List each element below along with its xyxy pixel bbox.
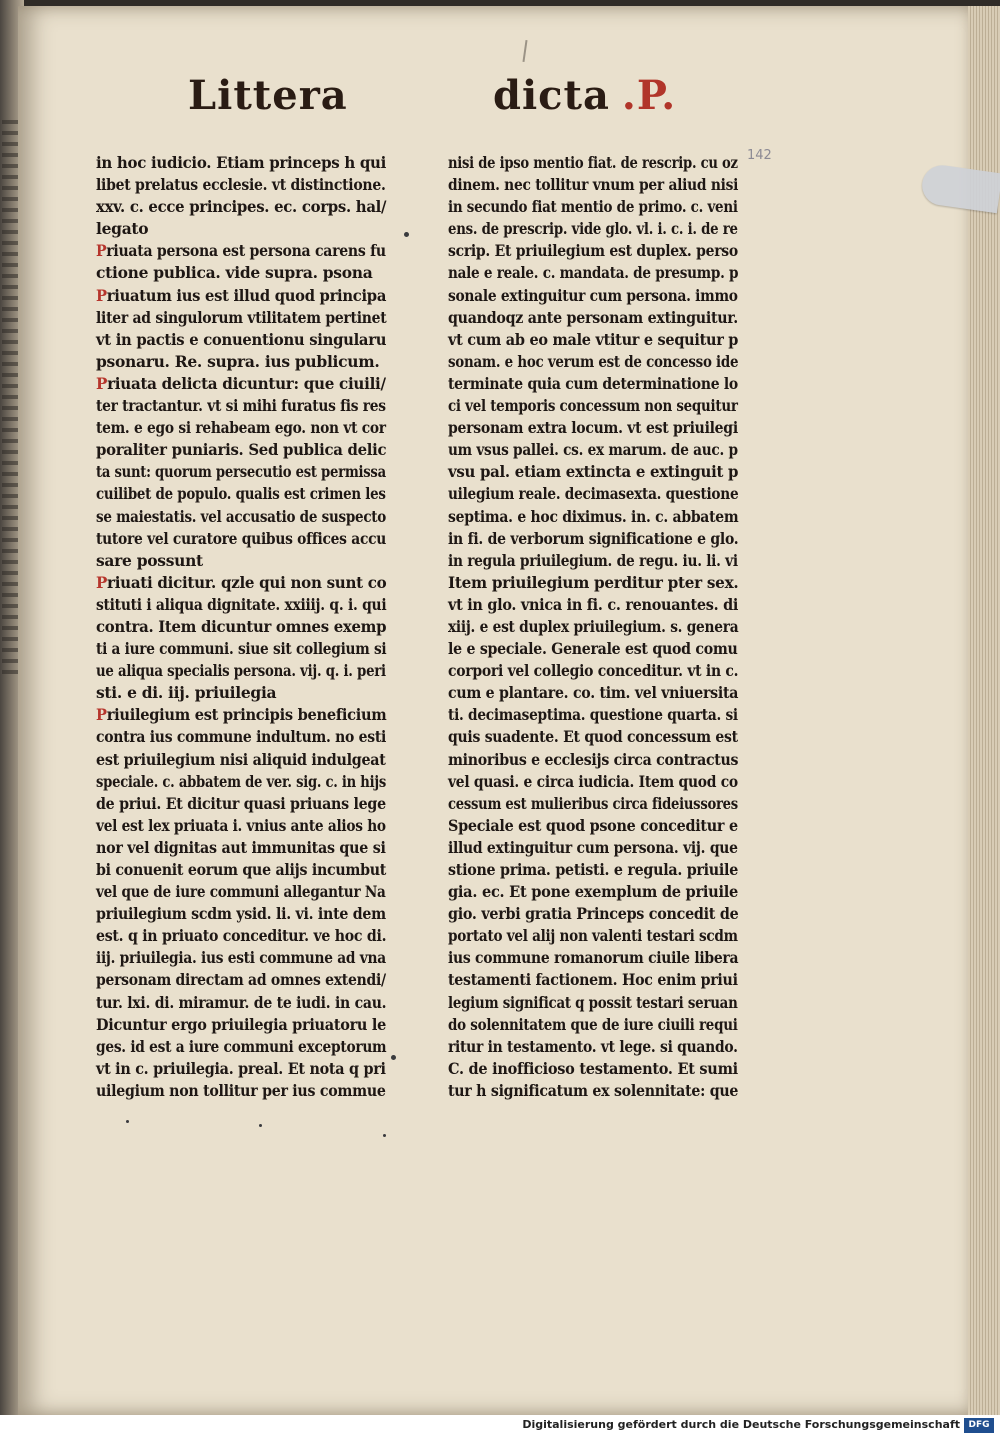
rubric-initial: P <box>96 572 108 592</box>
text-line: est priuilegium nisi aliquid indulgeat <box>96 749 386 769</box>
text-line: vt in glo. vnica in fi. c. renouantes. di <box>448 594 739 614</box>
text-line: contra ius commune indultum. no esti <box>96 727 387 747</box>
rubric-initial: P <box>96 705 107 725</box>
text-line: testamenti factionem. Hoc enim priui <box>448 970 738 990</box>
funding-note: Digitalisierung gefördert durch die Deutsche Forschungsgemeinschaft <box>522 1418 960 1431</box>
text-line: uilegium reale. decimasexta. questione <box>448 484 739 504</box>
text-line: stione prima. petisti. e regula. priuile <box>448 860 738 879</box>
text-line: Priuilegium est principis beneficium <box>96 705 387 725</box>
text-line: personam directam ad omnes extendi/ <box>96 970 386 990</box>
text-line: stituti i aliqua dignitate. xxiiij. q. i. qui <box>96 594 387 614</box>
text-line: Priuata persona est persona carens fu <box>96 241 386 261</box>
text-line: liter ad singulorum vtilitatem pertinet <box>96 307 387 327</box>
text-line: illud extinguitur cum persona. vij. que <box>448 837 738 857</box>
text-line: portato vel alij non valenti testari scdm <box>448 926 738 946</box>
text-line: corpori vel collegio conceditur. vt in c. <box>448 661 739 681</box>
text-line: in hoc iudicio. Etiam princeps h qui <box>96 153 387 172</box>
text-line: um vsus pallei. cs. ex marum. de auc. p <box>448 440 738 460</box>
rubric-initial: P <box>96 285 107 305</box>
text-line: Dicuntur ergo priuilegia priuatoru le <box>96 1014 387 1034</box>
text-line: iij. priuilegia. ius esti commune ad vna <box>96 948 386 968</box>
text-line: ter tractantur. vt si mihi furatus fis res <box>96 396 386 416</box>
text-line: uilegium non tollitur per ius commue <box>96 1080 386 1100</box>
text-line: in fi. de verborum significatione e glo. <box>448 528 739 548</box>
text-line: minoribus e ecclesijs circa contractus <box>448 749 739 769</box>
text-line: le e speciale. Generale est quod comu <box>448 639 738 659</box>
running-head-word: dicta <box>493 72 610 119</box>
text-line: scrip. Et priuilegium est duplex. perso <box>448 241 738 261</box>
text-line: speciale. c. abbatem de ver. sig. c. in hijs <box>96 771 386 791</box>
text-line: septima. e hoc diximus. in. c. abbatem <box>448 506 739 526</box>
text-line: Speciale est quod psone conceditur e <box>448 815 738 835</box>
rubric-initial: P <box>96 373 108 393</box>
text-line: vel que de iure communi allegantur Na <box>96 882 386 902</box>
text-line: poraliter puniaris. Sed publica delic <box>96 440 387 460</box>
text-line: nisi de ipso mentio fiat. de rescrip. cu oz <box>448 153 738 172</box>
text-line: personam extra locum. vt est priuilegi <box>448 418 738 438</box>
text-line: de priui. Et dicitur quasi priuans lege <box>96 793 386 813</box>
text-line: est. q in priuato conceditur. ve hoc di. <box>96 926 387 946</box>
text-line: psonaru. Re. supra. ius publicum. <box>96 351 380 371</box>
footer-bar <box>0 1415 1000 1436</box>
text-line: priuilegium scdm ysid. li. vi. inte dem <box>96 904 386 924</box>
library-dot <box>404 232 409 237</box>
text-line: cuilibet de populo. qualis est crimen les <box>96 484 386 504</box>
text-line: in secundo fiat mentio de primo. c. veni <box>448 197 738 217</box>
text-column-left <box>96 152 386 1102</box>
dfg-logo: DFG <box>964 1418 994 1433</box>
library-dot <box>259 1124 262 1127</box>
text-line: terminate quia cum determinatione lo <box>448 373 738 393</box>
text-line: tem. e ego si rehabeam ego. non vt cor <box>96 418 386 438</box>
text-line: sti. e di. iij. priuilegia <box>96 683 277 703</box>
running-head-letter: .P. <box>621 72 677 119</box>
text-line: C. de inofficioso testamento. Et sumi <box>448 1058 738 1078</box>
text-line: gia. ec. Et pone exemplum de priuile <box>448 882 738 902</box>
text-line: tutore vel curatore quibus offices accu <box>96 528 387 548</box>
text-line: Priuati dicitur. qzle qui non sunt co <box>96 572 387 592</box>
text-line: cessum est mulieribus circa fideiussores <box>448 793 738 813</box>
text-line: do solennitatem que de iure ciuili requi <box>448 1014 738 1034</box>
text-line: ci vel temporis concessum non sequitur <box>448 396 738 416</box>
text-column-right <box>448 152 738 1102</box>
text-line: tur. lxi. di. miramur. de te iudi. in cau. <box>96 992 387 1012</box>
text-line: ges. id est a iure communi exceptorum <box>96 1036 387 1056</box>
text-line: sonam. e hoc verum est de concesso ide <box>448 351 739 371</box>
text-line: in regula priuilegium. de regu. iu. li. vi <box>448 550 738 570</box>
text-line: vel est lex priuata i. vnius ante alios ho <box>96 815 386 835</box>
text-line: sare possunt <box>96 550 203 570</box>
text-line: ti. decimaseptima. questione quarta. si <box>448 705 738 725</box>
text-line: ritur in testamento. vt lege. si quando. <box>448 1036 738 1056</box>
text-line: vsu pal. etiam extincta e extinguit p <box>448 462 739 482</box>
text-line: vt in c. priuilegia. preal. Et nota q pri <box>96 1058 386 1078</box>
text-line: gio. verbi gratia Princeps concedit de <box>448 904 739 924</box>
page-stack-edge <box>968 6 1000 1415</box>
text-line: nor vel dignitas aut immunitas que si <box>96 837 386 857</box>
text-line: ctione publica. vide supra. psona <box>96 263 373 283</box>
library-dot <box>126 1120 129 1123</box>
text-line: dinem. nec tollitur vnum per aliud nisi <box>448 175 739 195</box>
text-line: legium significat q possit testari seruan <box>448 992 738 1012</box>
text-line: libet prelatus ecclesie. vt distinctione. <box>96 175 386 195</box>
text-line: legato <box>96 219 149 239</box>
text-line: quandoqz ante personam extinguitur. <box>448 307 738 327</box>
text-line: se maiestatis. vel accusatio de suspecto <box>96 506 387 526</box>
text-line: Item priuilegium perditur pter sex. <box>448 572 739 592</box>
library-dot <box>391 1055 396 1060</box>
text-line: ta sunt: quorum persecutio est permissa <box>96 462 386 482</box>
text-line: xxv. c. ecce principes. ec. corps. hal/ <box>96 197 387 217</box>
text-line: vt in pactis e conuentionu singularu <box>96 329 387 349</box>
rubric-initial: P <box>96 241 107 261</box>
text-line: ti a iure communi. siue sit collegium si <box>96 639 387 659</box>
library-dot <box>383 1134 386 1137</box>
text-line: ens. de prescrip. vide glo. vl. i. c. i. de re <box>448 219 738 239</box>
running-head-left: Littera <box>188 72 348 119</box>
text-line: contra. Item dicuntur omnes exemp <box>96 616 387 636</box>
text-line: Priuata delicta dicuntur: que ciuili/ <box>96 373 386 393</box>
text-line: ue aliqua specialis persona. vij. q. i. peri <box>96 661 386 681</box>
text-line: cum e plantare. co. tim. vel vniuersita <box>448 683 739 703</box>
folio-number: 142 <box>747 148 772 163</box>
text-line: nale e reale. c. mandata. de presump. p <box>448 263 739 283</box>
running-head-right <box>493 72 676 119</box>
text-line: vt cum ab eo male vtitur e sequitur p <box>448 329 739 349</box>
text-line: sonale extinguitur cum persona. immo <box>448 285 738 305</box>
text-line: bi conuenit eorum que alijs incumbut <box>96 860 387 879</box>
text-line: ius commune romanorum ciuile libera <box>448 948 739 968</box>
text-line: quis suadente. Et quod concessum est <box>448 727 738 747</box>
text-line: vel quasi. e circa iudicia. Item quod co <box>448 771 738 791</box>
text-line: xiij. e est duplex priuilegium. s. genera <box>448 616 739 636</box>
text-line: Priuatum ius est illud quod principa <box>96 285 387 305</box>
text-line: tur h significatum ex solennitate: que <box>448 1080 739 1100</box>
